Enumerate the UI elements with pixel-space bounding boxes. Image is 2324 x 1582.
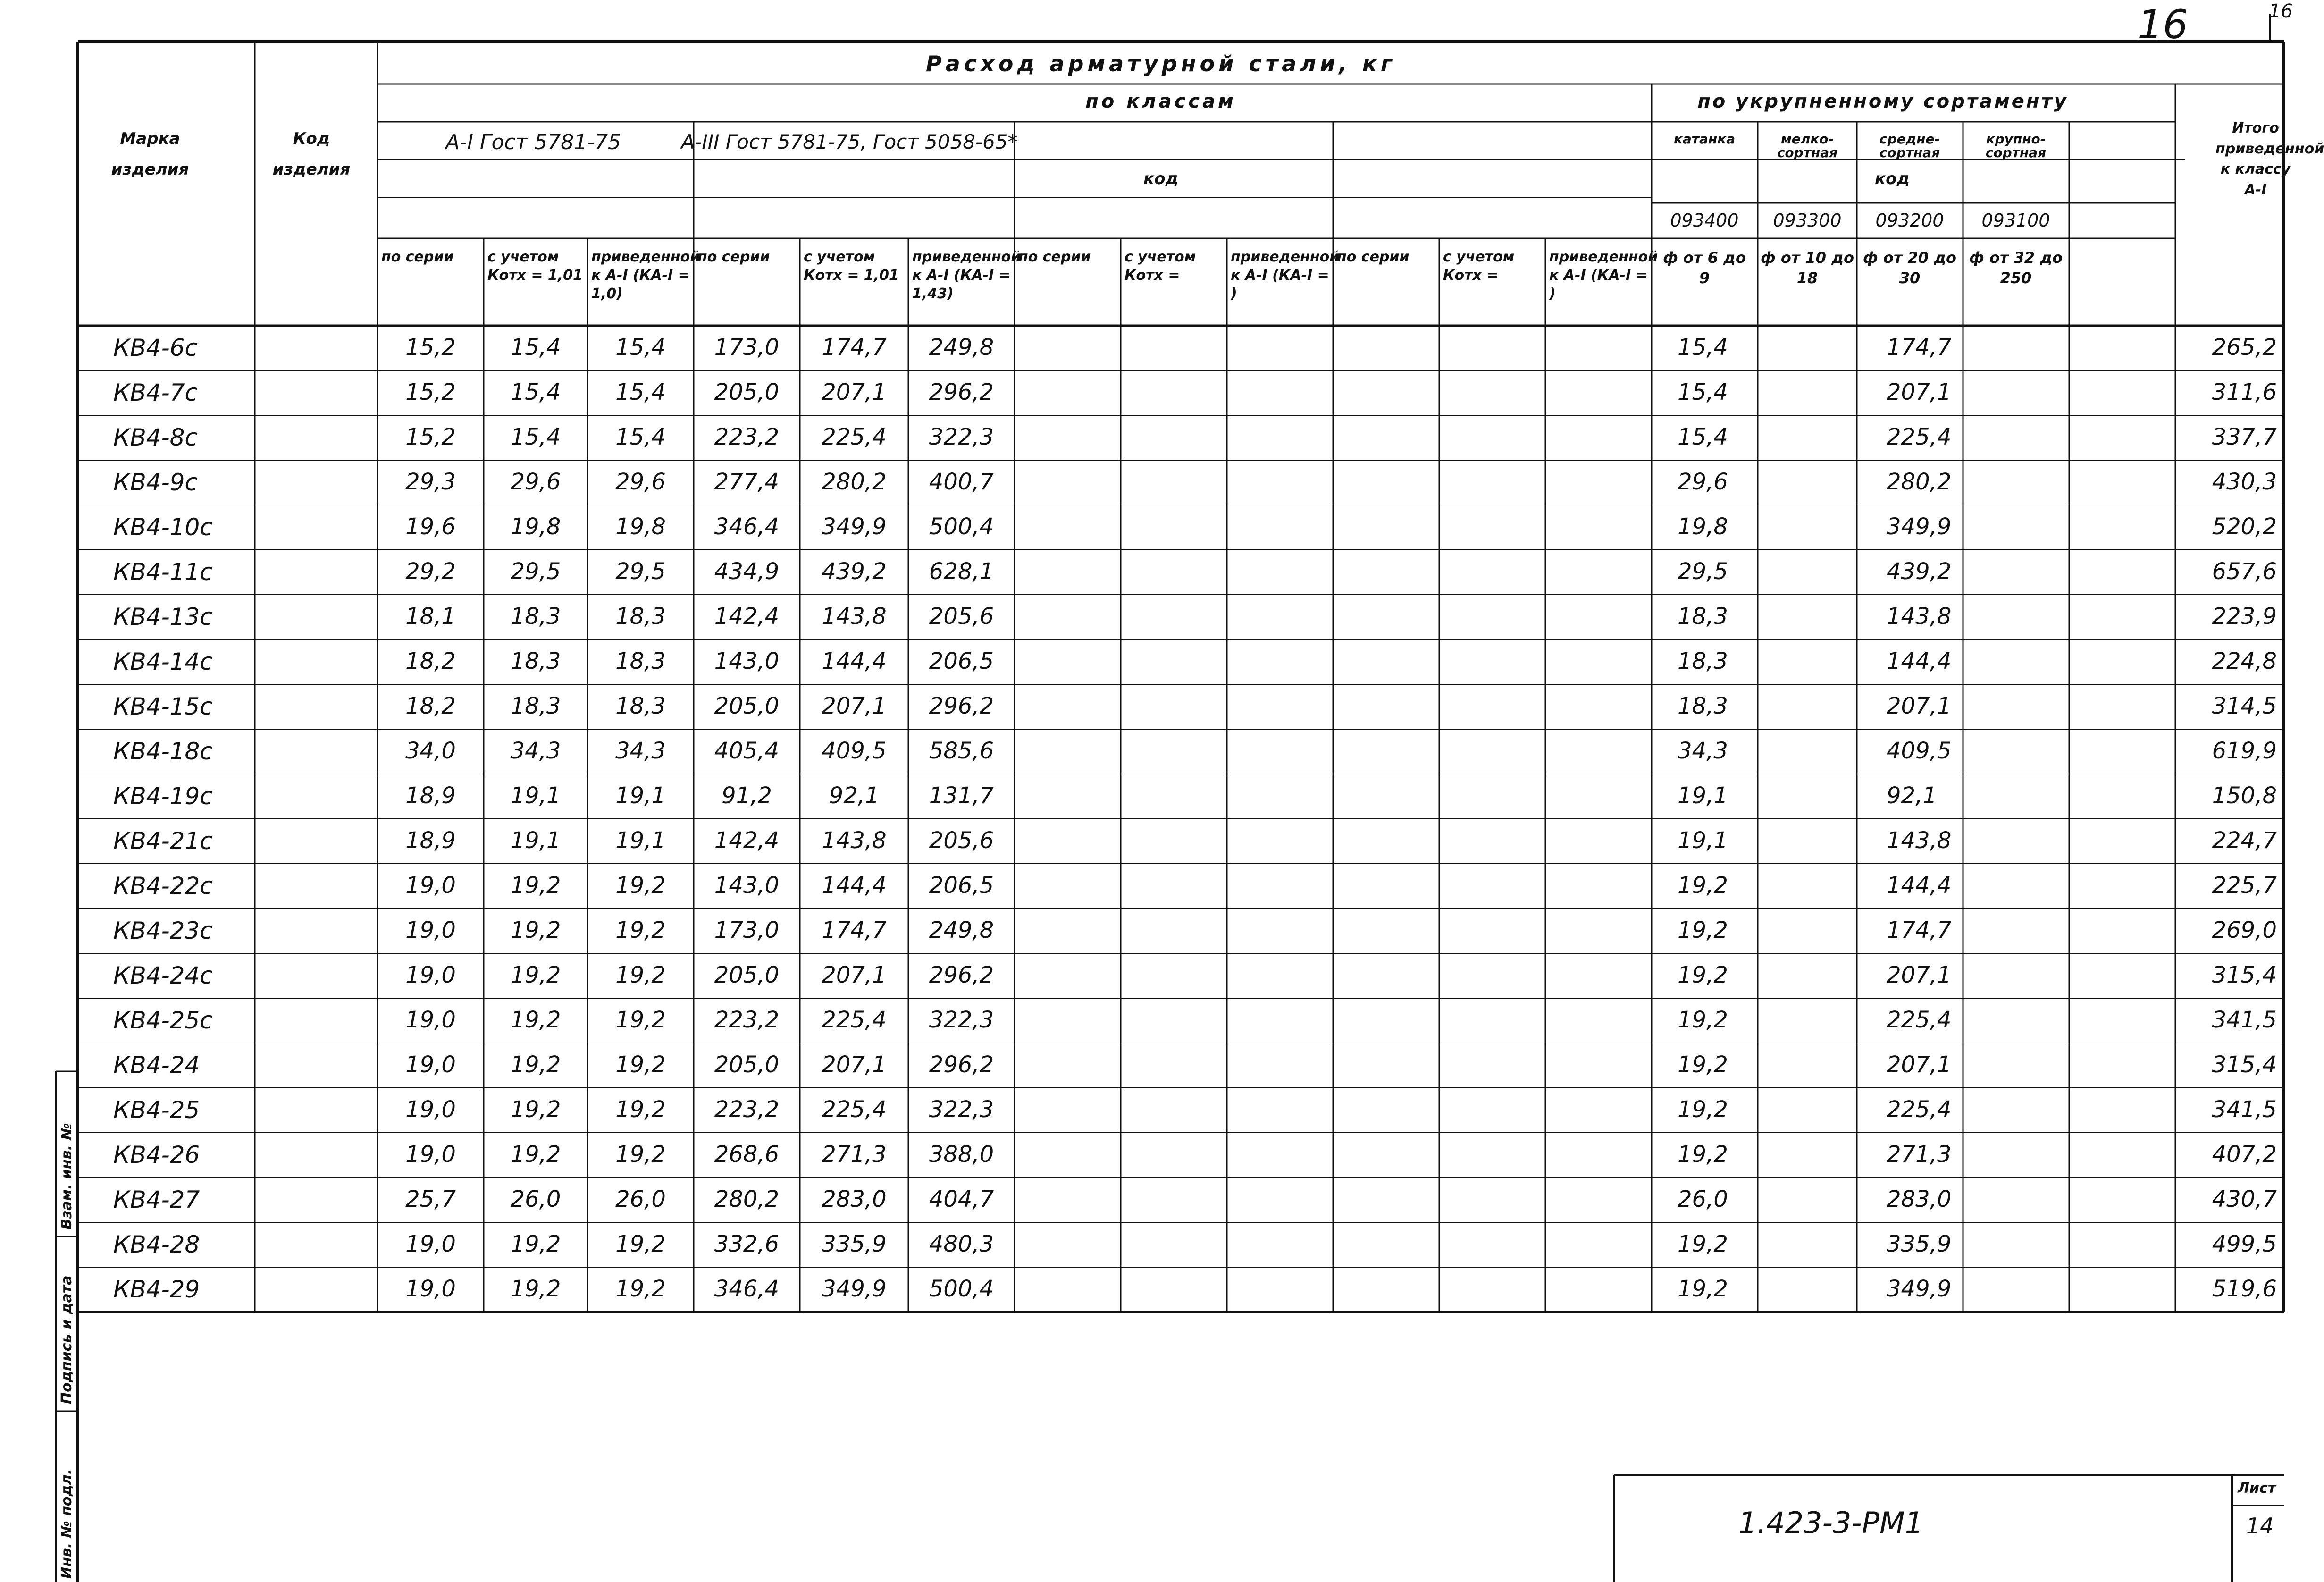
row-value: 388,0 [929,1141,994,1168]
row-value: 15,2 [405,424,456,450]
assortment-code: 093300 [1773,210,1842,231]
row-srednesort: 225,4 [1887,424,1952,450]
row-total: 265,2 [2212,334,2277,361]
row-value: 225,4 [822,424,887,450]
row-value: 206,5 [929,872,994,899]
page-number-handwritten: 16 [2138,1,2188,48]
row-katanka: 26,0 [1678,1186,1728,1212]
row-value: 271,3 [822,1141,887,1168]
row-value: 223,2 [714,424,780,450]
row-value: 18,3 [615,603,666,630]
row-katanka: 15,4 [1678,334,1728,361]
row-total: 314,5 [2212,693,2277,719]
sub-header-label: по серии [697,249,770,265]
header-mark-text: Марка изделия [111,129,189,179]
row-value: 277,4 [714,469,780,495]
row-value: 207,1 [822,379,887,405]
row-srednesort: 349,9 [1887,513,1952,540]
row-value: 296,2 [929,379,994,405]
row-katanka: 19,2 [1678,1141,1728,1168]
row-katanka: 29,6 [1678,469,1728,495]
row-mark: КВ4-23с [113,917,213,944]
row-value: 205,0 [714,1052,780,1078]
row-value: 19,1 [615,827,666,854]
assortment-code: 093200 [1875,210,1944,231]
row-value: 18,2 [405,648,456,674]
assortment-diameter: ф от 6 до 9 [1663,249,1746,287]
row-value: 29,6 [615,469,666,495]
row-value: 19,2 [615,1141,666,1168]
row-value: 628,1 [929,558,994,585]
row-total: 223,9 [2212,603,2277,630]
row-mark: КВ4-26 [113,1141,200,1169]
row-value: 19,2 [615,1052,666,1078]
row-katanka: 18,3 [1678,693,1728,719]
row-total: 224,7 [2212,827,2277,854]
row-value: 29,6 [510,469,561,495]
row-value: 335,9 [822,1231,887,1257]
header-total [2215,118,2324,200]
header-by-assortment: по укрупненному сортаменту [1697,91,2068,112]
row-value: 29,5 [615,558,666,585]
row-katanka: 19,2 [1678,1276,1728,1302]
row-value: 19,2 [510,917,561,943]
row-srednesort: 280,2 [1887,469,1952,495]
row-value: 18,3 [510,603,561,630]
row-value: 144,4 [822,648,887,674]
row-value: 18,3 [615,693,666,719]
row-value: 249,8 [929,917,994,943]
row-value: 349,9 [822,1276,887,1302]
row-value: 19,0 [405,1231,456,1257]
row-value: 249,8 [929,334,994,361]
row-value: 19,0 [405,1096,456,1123]
header-code-classes: код [1143,169,1178,188]
row-katanka: 34,3 [1678,738,1728,764]
row-value: 205,0 [714,379,780,405]
row-mark: КВ4-9с [113,469,198,496]
row-srednesort: 207,1 [1887,962,1952,988]
row-value: 19,0 [405,1007,456,1033]
row-value: 19,6 [405,513,456,540]
row-total: 519,6 [2212,1276,2277,1302]
row-value: 18,9 [405,827,456,854]
row-katanka: 15,4 [1678,424,1728,450]
row-value: 19,2 [510,1096,561,1123]
row-mark: КВ4-10с [113,513,213,541]
row-value: 19,2 [615,872,666,899]
row-value: 34,0 [405,738,456,764]
sheet-number: 14 [2246,1513,2274,1539]
row-value: 26,0 [510,1186,561,1212]
row-value: 25,7 [405,1186,456,1212]
header-class-a1: A-I Гост 5781-75 [445,130,621,154]
row-value: 296,2 [929,1052,994,1078]
row-value: 15,4 [615,379,666,405]
row-mark: КВ4-13с [113,603,213,631]
row-value: 500,4 [929,1276,994,1302]
row-mark: КВ4-7с [113,379,198,406]
row-value: 404,7 [929,1186,994,1212]
row-total: 407,2 [2212,1141,2277,1168]
sub-header-label: по серии [381,249,454,265]
assortment-name: мелко-сортная [1777,131,1838,161]
row-katanka: 19,1 [1678,783,1728,809]
row-value: 223,2 [714,1007,780,1033]
row-value: 19,8 [615,513,666,540]
side-stamp-label: Инв. № подл. [59,1469,75,1579]
row-srednesort: 225,4 [1887,1007,1952,1033]
assortment-code: 093100 [1981,210,2050,231]
row-katanka: 19,2 [1678,1007,1728,1033]
row-value: 268,6 [714,1141,780,1168]
row-mark: КВ4-14с [113,648,213,675]
row-srednesort: 143,8 [1887,603,1952,630]
row-value: 19,2 [510,1007,561,1033]
row-katanka: 18,3 [1678,603,1728,630]
row-value: 434,9 [714,558,780,585]
row-value: 15,2 [405,379,456,405]
row-value: 142,4 [714,827,780,854]
side-stamp-label: Подпись и дата [59,1275,75,1404]
row-value: 480,3 [929,1231,994,1257]
row-value: 205,0 [714,693,780,719]
row-total: 619,9 [2212,738,2277,764]
row-value: 15,4 [510,379,561,405]
row-value: 19,0 [405,962,456,988]
sub-header-label: приведенной к A-I (КA-I = ) [1231,249,1340,302]
row-katanka: 19,2 [1678,872,1728,899]
row-value: 26,0 [615,1186,666,1212]
row-katanka: 19,2 [1678,1231,1728,1257]
row-srednesort: 409,5 [1887,738,1952,764]
row-total: 430,7 [2212,1186,2277,1212]
row-value: 205,0 [714,962,780,988]
row-value: 173,0 [714,917,780,943]
assortment-name: крупно-сортная [1985,131,2047,161]
row-mark: КВ4-29 [113,1276,200,1303]
row-mark: КВ4-24с [113,962,213,989]
row-katanka: 19,8 [1678,513,1728,540]
sub-header-label: по серии [1018,249,1091,265]
row-total: 341,5 [2212,1007,2277,1033]
sub-header-label: с учетом Котх = [1443,249,1515,284]
row-srednesort: 174,7 [1887,334,1952,361]
row-mark: КВ4-21с [113,827,213,855]
row-value: 19,1 [510,827,561,854]
row-value: 19,0 [405,1141,456,1168]
row-total: 520,2 [2212,513,2277,540]
row-value: 19,2 [615,1276,666,1302]
row-mark: КВ4-6с [113,334,198,362]
row-value: 283,0 [822,1186,887,1212]
row-value: 143,0 [714,872,780,899]
row-value: 29,5 [510,558,561,585]
row-srednesort: 439,2 [1887,558,1952,585]
row-value: 349,9 [822,513,887,540]
row-mark: КВ4-15с [113,693,213,720]
row-value: 15,4 [510,424,561,450]
row-value: 585,6 [929,738,994,764]
row-katanka: 19,1 [1678,827,1728,854]
row-katanka: 19,2 [1678,1052,1728,1078]
row-total: 224,8 [2212,648,2277,674]
row-value: 346,4 [714,1276,780,1302]
assortment-diameter: ф от 10 до 18 [1760,249,1854,287]
row-mark: КВ4-19с [113,783,213,810]
row-katanka: 15,4 [1678,379,1728,405]
row-srednesort: 144,4 [1887,648,1952,674]
row-value: 15,4 [510,334,561,361]
row-srednesort: 92,1 [1887,783,1937,809]
row-value: 34,3 [615,738,666,764]
row-mark: КВ4-22с [113,872,213,900]
row-srednesort: 335,9 [1887,1231,1952,1257]
row-value: 19,2 [510,1231,561,1257]
row-srednesort: 207,1 [1887,379,1952,405]
row-value: 34,3 [510,738,561,764]
row-mark: КВ4-8с [113,424,198,451]
row-total: 311,6 [2212,379,2277,405]
row-srednesort: 207,1 [1887,1052,1952,1078]
assortment-name: средне-сортная [1879,131,1940,161]
row-mark: КВ4-25с [113,1007,213,1034]
row-total: 337,7 [2212,424,2277,450]
assortment-code: 093400 [1670,210,1739,231]
row-value: 15,2 [405,334,456,361]
header-mark [98,124,202,185]
sub-header-label: с учетом Котх = 1,01 [804,249,899,284]
row-total: 269,0 [2212,917,2277,943]
row-total: 225,7 [2212,872,2277,899]
header-total-text: Итого приведенной к классу A-I [2215,120,2324,198]
row-value: 19,0 [405,1052,456,1078]
side-stamp-label: Взам. инв. № [59,1123,75,1229]
row-mark: КВ4-18с [113,738,213,765]
row-value: 18,3 [510,693,561,719]
row-value: 322,3 [929,1096,994,1123]
header-class-a3: A-III Гост 5781-75, Гост 5058-65* [681,130,1018,153]
row-value: 29,3 [405,469,456,495]
row-katanka: 29,5 [1678,558,1728,585]
row-value: 29,2 [405,558,456,585]
sub-header-label: приведенной к A-I (КA-I = 1,43) [912,249,1021,302]
row-value: 19,1 [615,783,666,809]
row-value: 280,2 [714,1186,780,1212]
row-value: 500,4 [929,513,994,540]
row-srednesort: 207,1 [1887,693,1952,719]
row-value: 19,2 [615,1007,666,1033]
sub-header-label: с учетом Котх = [1124,249,1196,284]
row-mark: КВ4-24 [113,1052,200,1079]
row-value: 18,1 [405,603,456,630]
row-srednesort: 225,4 [1887,1096,1952,1123]
row-total: 150,8 [2212,783,2277,809]
row-value: 19,2 [510,1052,561,1078]
row-value: 143,8 [822,827,887,854]
document-code: 1.423-3-РМ1 [1738,1506,1924,1540]
row-value: 131,7 [929,783,994,809]
sheet-label: Лист [2238,1480,2276,1497]
row-value: 92,1 [829,783,880,809]
row-value: 144,4 [822,872,887,899]
row-value: 207,1 [822,1052,887,1078]
row-mark: КВ4-25 [113,1096,200,1124]
row-value: 19,8 [510,513,561,540]
row-value: 19,2 [615,962,666,988]
row-srednesort: 144,4 [1887,872,1952,899]
row-value: 400,7 [929,469,994,495]
row-value: 280,2 [822,469,887,495]
row-value: 174,7 [822,917,887,943]
row-value: 19,2 [615,917,666,943]
row-value: 207,1 [822,962,887,988]
row-value: 225,4 [822,1096,887,1123]
assortment-name: катанка [1673,131,1736,147]
row-value: 225,4 [822,1007,887,1033]
row-value: 174,7 [822,334,887,361]
row-katanka: 19,2 [1678,962,1728,988]
row-value: 332,6 [714,1231,780,1257]
header-code-text: Код изделия [272,129,351,179]
table-title: Расход арматурной стали, кг [926,51,1396,76]
page-number-corner: 16 [2269,0,2293,22]
row-srednesort: 271,3 [1887,1141,1952,1168]
row-value: 405,4 [714,738,780,764]
row-value: 19,0 [405,872,456,899]
sub-header-label: по серии [1337,249,1410,265]
row-mark: КВ4-27 [113,1186,200,1213]
row-srednesort: 143,8 [1887,827,1952,854]
header-code-assortment: код [1875,169,1910,188]
sub-header-label: с учетом Котх = 1,01 [487,249,583,284]
row-value: 18,3 [510,648,561,674]
row-value: 19,0 [405,917,456,943]
sub-header-label: приведенной к A-I (КA-I = ) [1549,249,1658,302]
row-value: 15,4 [615,334,666,361]
row-total: 499,5 [2212,1231,2277,1257]
row-value: 18,3 [615,648,666,674]
row-value: 19,2 [510,962,561,988]
row-total: 315,4 [2212,1052,2277,1078]
assortment-diameter: ф от 32 до 250 [1969,249,2063,287]
row-katanka: 18,3 [1678,648,1728,674]
row-value: 207,1 [822,693,887,719]
sub-header-label: приведенной к A-I (КA-I = 1,0) [591,249,700,302]
row-value: 173,0 [714,334,780,361]
row-value: 19,1 [510,783,561,809]
row-value: 143,0 [714,648,780,674]
row-value: 19,2 [510,1276,561,1302]
assortment-diameter: ф от 20 до 30 [1863,249,1957,287]
row-value: 19,2 [510,1141,561,1168]
row-srednesort: 349,9 [1887,1276,1952,1302]
row-value: 322,3 [929,1007,994,1033]
header-by-classes: по классам [1085,91,1236,112]
row-katanka: 19,2 [1678,917,1728,943]
row-value: 409,5 [822,738,887,764]
row-value: 19,2 [615,1096,666,1123]
row-katanka: 19,2 [1678,1096,1728,1123]
row-value: 19,0 [405,1276,456,1302]
row-value: 19,2 [615,1231,666,1257]
row-value: 205,6 [929,827,994,854]
row-total: 430,3 [2212,469,2277,495]
row-srednesort: 283,0 [1887,1186,1952,1212]
row-srednesort: 174,7 [1887,917,1952,943]
row-value: 18,9 [405,783,456,809]
row-value: 296,2 [929,962,994,988]
row-value: 19,2 [510,872,561,899]
row-mark: КВ4-28 [113,1231,200,1258]
row-total: 341,5 [2212,1096,2277,1123]
row-total: 657,6 [2212,558,2277,585]
row-value: 439,2 [822,558,887,585]
header-code [264,124,359,185]
row-value: 18,2 [405,693,456,719]
row-mark: КВ4-11с [113,558,213,586]
row-total: 315,4 [2212,962,2277,988]
row-value: 223,2 [714,1096,780,1123]
row-value: 322,3 [929,424,994,450]
row-value: 91,2 [722,783,772,809]
row-value: 15,4 [615,424,666,450]
row-value: 143,8 [822,603,887,630]
row-value: 142,4 [714,603,780,630]
row-value: 296,2 [929,693,994,719]
row-value: 346,4 [714,513,780,540]
row-value: 205,6 [929,603,994,630]
row-value: 206,5 [929,648,994,674]
